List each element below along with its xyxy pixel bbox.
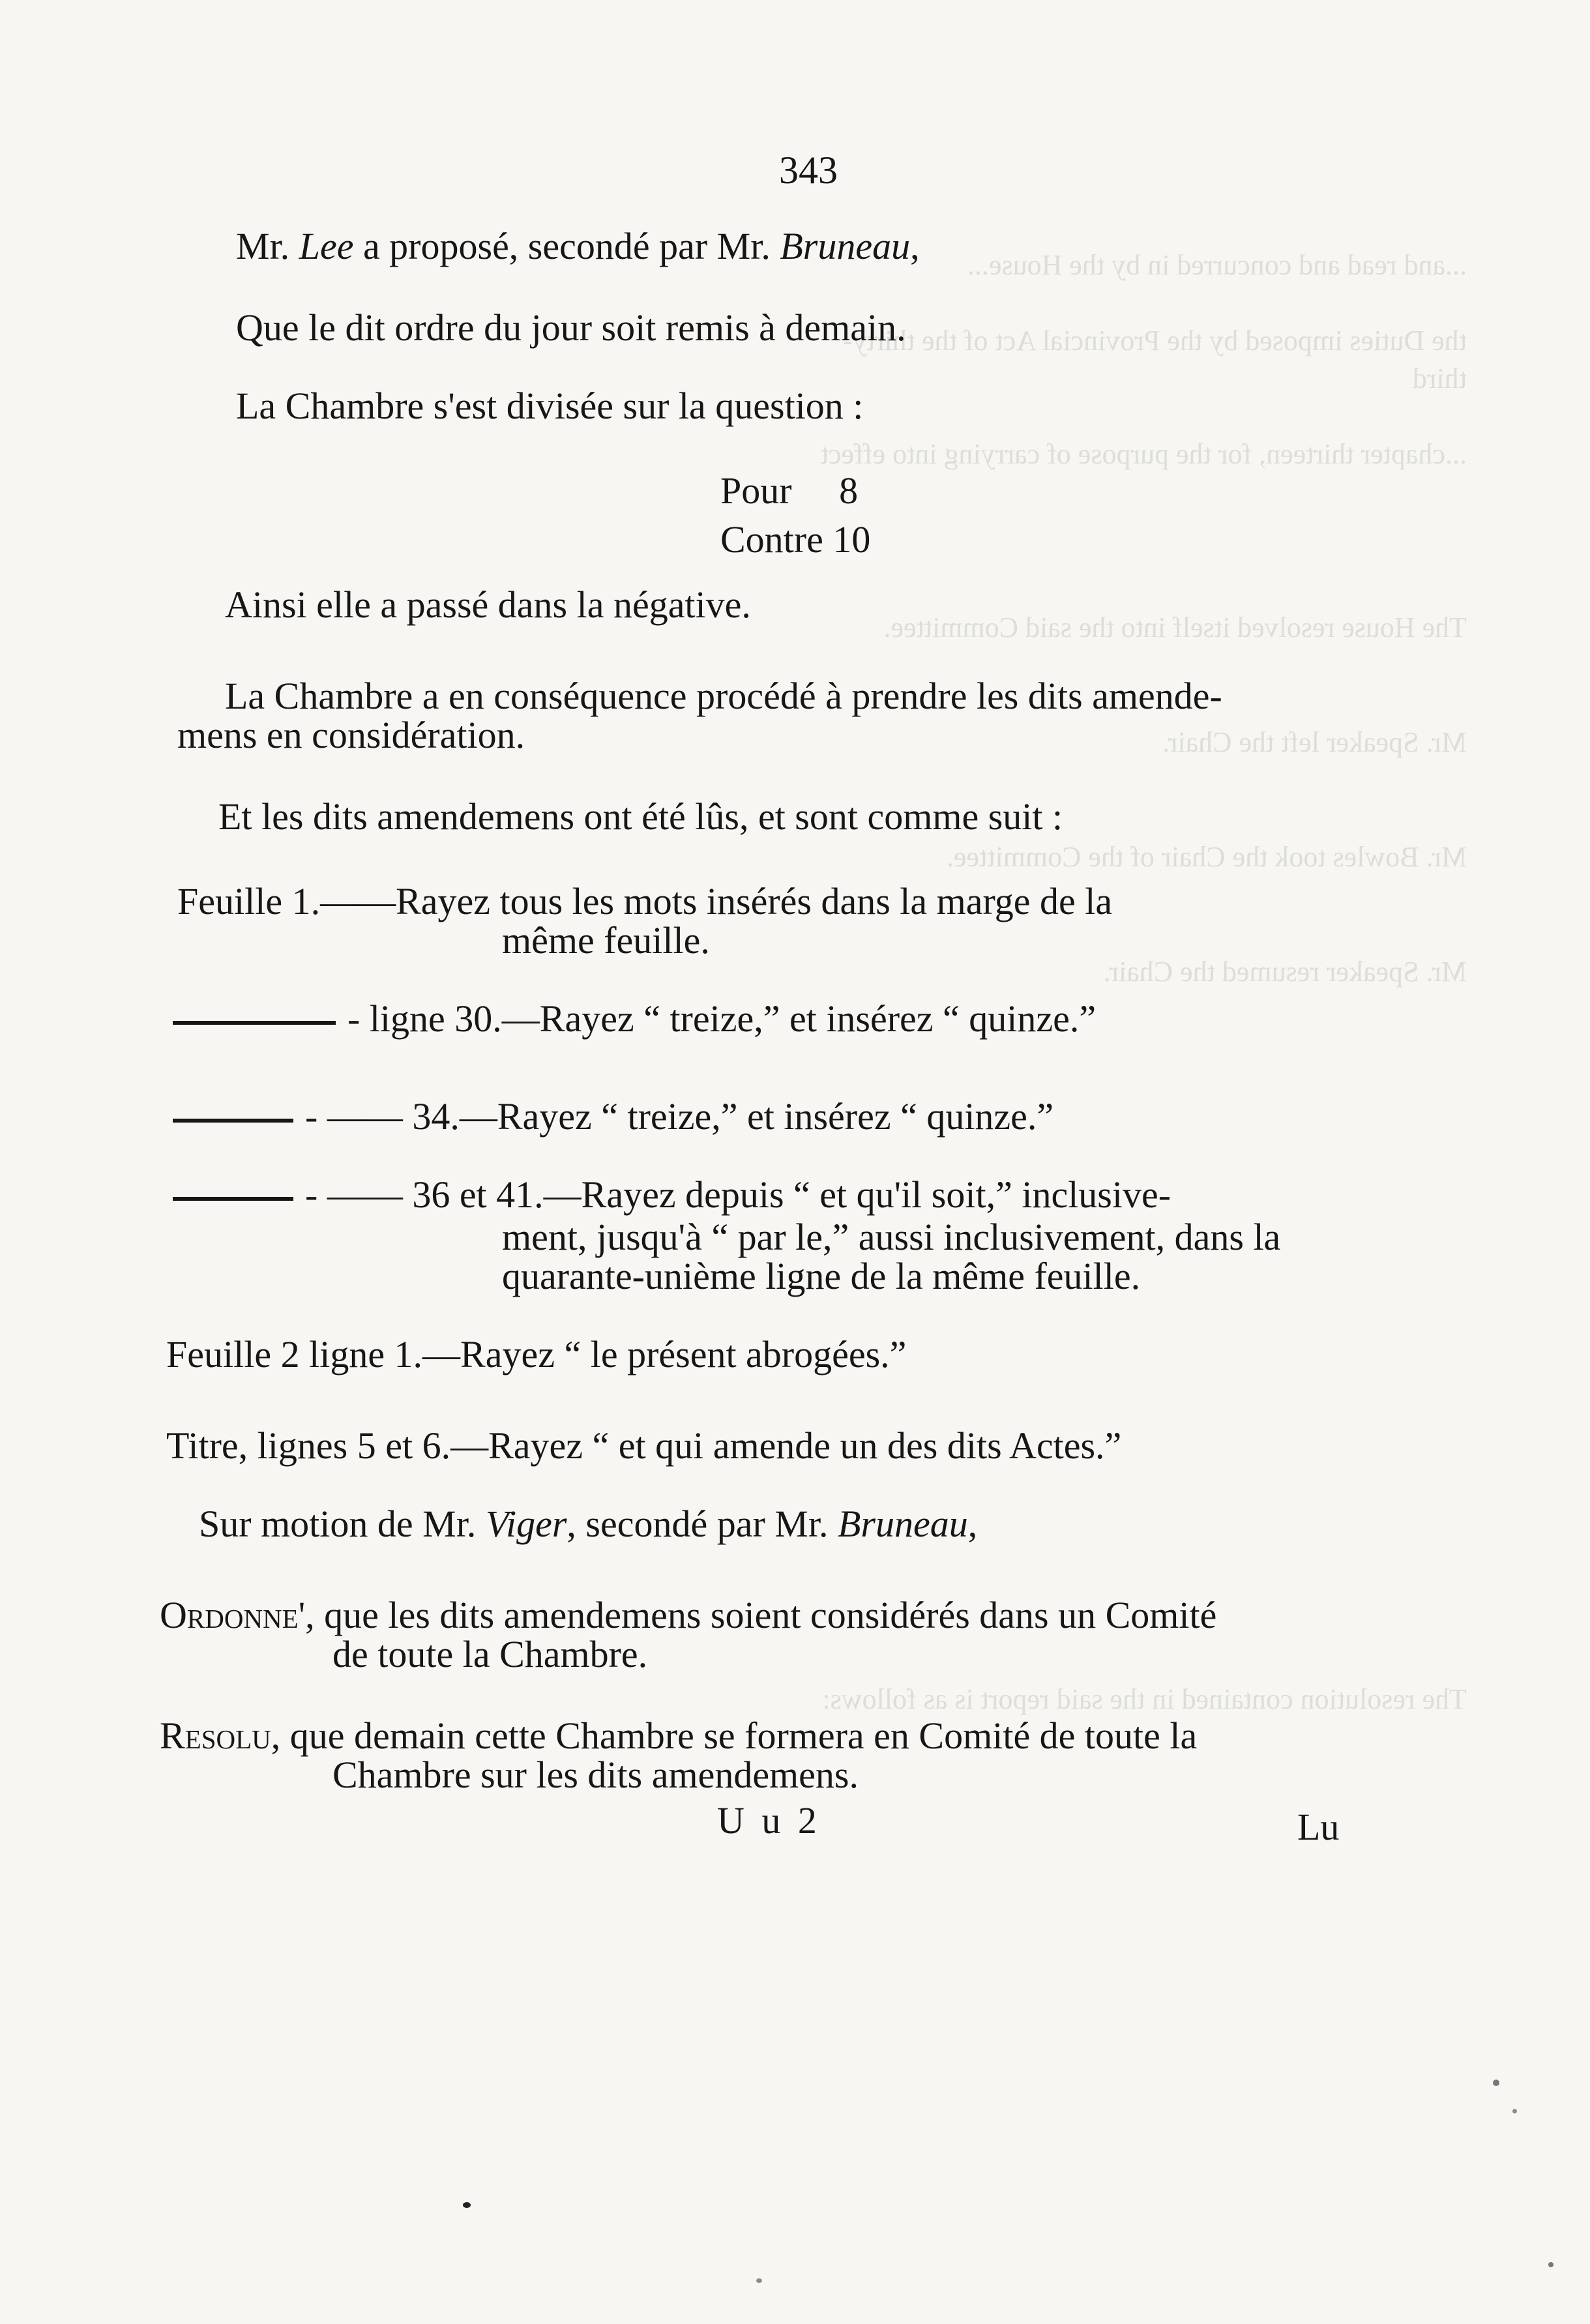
bleed-through-line: ...and read and concurred in by the House...: [967, 249, 1467, 281]
amendment-title: Titre, lignes 5 et 6.—Rayez “ et qui amende un des dits Actes.”: [166, 1424, 1122, 1467]
amendment-line-34: - —— 34.—Rayez “ treize,” et insérez “ quinze.”: [173, 1095, 1053, 1138]
bleed-through-line: the Duties imposed by the Provincial Act of the thirty-third: [843, 325, 1467, 394]
member-name: Viger: [485, 1503, 567, 1545]
member-name: Bruneau: [837, 1503, 968, 1545]
bleed-through-line: The resolution contained in the said report is as follows:: [822, 1683, 1467, 1715]
order-text: Ordonne', que les dits amendemens soient considérés dans un Comité: [160, 1594, 1217, 1636]
motion-line: Mr. Lee a proposé, secondé par Mr. Bruneau,: [236, 225, 920, 267]
catchword: Lu: [1297, 1806, 1340, 1848]
member-name: Lee: [299, 225, 354, 267]
bleed-through-line: Mr. Speaker resumed the Chair.: [1103, 956, 1467, 988]
bleed-through-line: Mr. Speaker left the Chair.: [1162, 726, 1467, 758]
division-text: La Chambre s'est divisée sur la question :: [236, 385, 864, 427]
ink-speck: [463, 2202, 471, 2208]
signature-mark: U u 2: [717, 1799, 821, 1842]
ink-speck: [756, 2278, 762, 2283]
amendment-sheet-2: Feuille 2 ligne 1.—Rayez “ le présent abrogées.”: [166, 1333, 907, 1375]
result-text: Ainsi elle a passé dans la négative.: [225, 583, 751, 626]
page-number: 343: [779, 149, 838, 192]
bleed-through-line: The House resolved itself into the said Committee.: [883, 611, 1467, 643]
procedure-text-cont: mens en considération.: [177, 714, 525, 756]
ditto-rule: [173, 1021, 336, 1025]
procedure-text: La Chambre a en conséquence procédé à prendre les dits amende-: [225, 675, 1222, 717]
member-name: Bruneau: [780, 225, 911, 267]
amendment-sheet-1: Feuille 1.——Rayez tous les mots insérés dans la marge de la: [177, 880, 1113, 922]
motion-text: Que le dit ordre du jour soit remis à demain.: [236, 306, 906, 349]
ink-speck: [1493, 2080, 1499, 2086]
amendment-line-36-cont2: quarante-unième ligne de la même feuille.: [502, 1255, 1141, 1297]
amendment-line-36: - —— 36 et 41.—Rayez depuis “ et qu'il soit,” inclusive-: [173, 1173, 1171, 1216]
motion-viger: Sur motion de Mr. Viger, secondé par Mr. Bruneau,: [199, 1503, 978, 1545]
vote-for: Pour 8: [720, 469, 859, 512]
amendment-sheet-1-cont: même feuille.: [502, 919, 710, 962]
amendments-intro: Et les dits amendemens ont été lûs, et sont comme suit :: [218, 795, 1063, 838]
bleed-through-line: Mr. Bowles took the Chair of the Committee.: [946, 841, 1467, 873]
resolution-text-cont: Chambre sur les dits amendemens.: [332, 1754, 859, 1796]
resolution-text: Resolu, que demain cette Chambre se formera en Comité de toute la: [160, 1714, 1198, 1757]
ditto-rule: [173, 1119, 293, 1123]
vote-against: Contre 10: [720, 518, 871, 561]
amendment-line-36-cont: ment, jusqu'à “ par le,” aussi inclusivement, dans la: [502, 1216, 1281, 1258]
amendment-line-30: - ligne 30.—Rayez “ treize,” et insérez “ quinze.”: [173, 997, 1096, 1040]
ink-speck: [1548, 2262, 1553, 2267]
ink-speck: [1512, 2109, 1517, 2113]
resolution-lead: Resolu: [160, 1714, 271, 1757]
order-text-cont: de toute la Chambre.: [332, 1633, 648, 1675]
order-lead: Ordonne': [160, 1594, 306, 1636]
ditto-rule: [173, 1197, 293, 1201]
bleed-through-line: ...chapter thirteen, for the purpose of carrying into effect: [820, 438, 1467, 470]
